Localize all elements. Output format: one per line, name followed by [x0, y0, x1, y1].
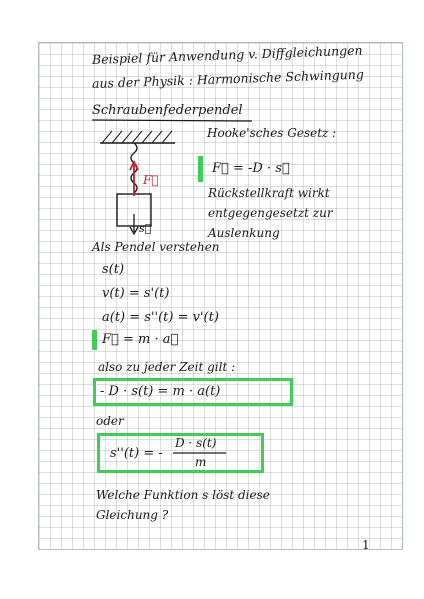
- ode-denominator: m: [195, 455, 207, 469]
- force-arrow-label: F⃗: [143, 173, 159, 187]
- velocity-definition: v(t) = s'(t): [102, 286, 170, 301]
- newton-law: F⃗ = m · a⃗: [102, 332, 179, 347]
- page-number: 1: [362, 538, 370, 552]
- always-holds-label: also zu jeder Zeit gilt :: [98, 360, 236, 374]
- question-line-1: Welche Funktion s löst diese: [96, 488, 270, 502]
- section-heading: Schraubenfederpendel: [92, 103, 243, 118]
- or-label: oder: [96, 414, 124, 428]
- ode-left-side: s''(t) = -: [110, 446, 163, 461]
- ode-numerator: D · s(t): [175, 436, 217, 450]
- restoring-force-line-3: Auslenkung: [208, 226, 280, 240]
- pendulum-intro: Als Pendel verstehen: [92, 240, 220, 254]
- displacement-label: s⃗: [139, 222, 152, 235]
- restoring-force-line-2: entgegengesetzt zur: [208, 206, 333, 220]
- title-line-1: Beispiel für Anwendung v. Diffgleichungen: [91, 42, 363, 67]
- title-line-2: aus der Physik : Harmonische Schwingung: [91, 66, 365, 91]
- restoring-force-line-1: Rückstellkraft wirkt: [208, 186, 330, 200]
- displacement-function: s(t): [102, 262, 125, 277]
- boxed-equation: - D · s(t) = m · a(t): [100, 384, 221, 399]
- question-line-2: Gleichung ?: [96, 508, 169, 522]
- acceleration-definition: a(t) = s''(t) = v'(t): [102, 310, 219, 325]
- hooke-law-label: Hooke'sches Gesetz :: [207, 126, 337, 140]
- force-formula: F⃗ = -D · s⃗: [212, 161, 290, 176]
